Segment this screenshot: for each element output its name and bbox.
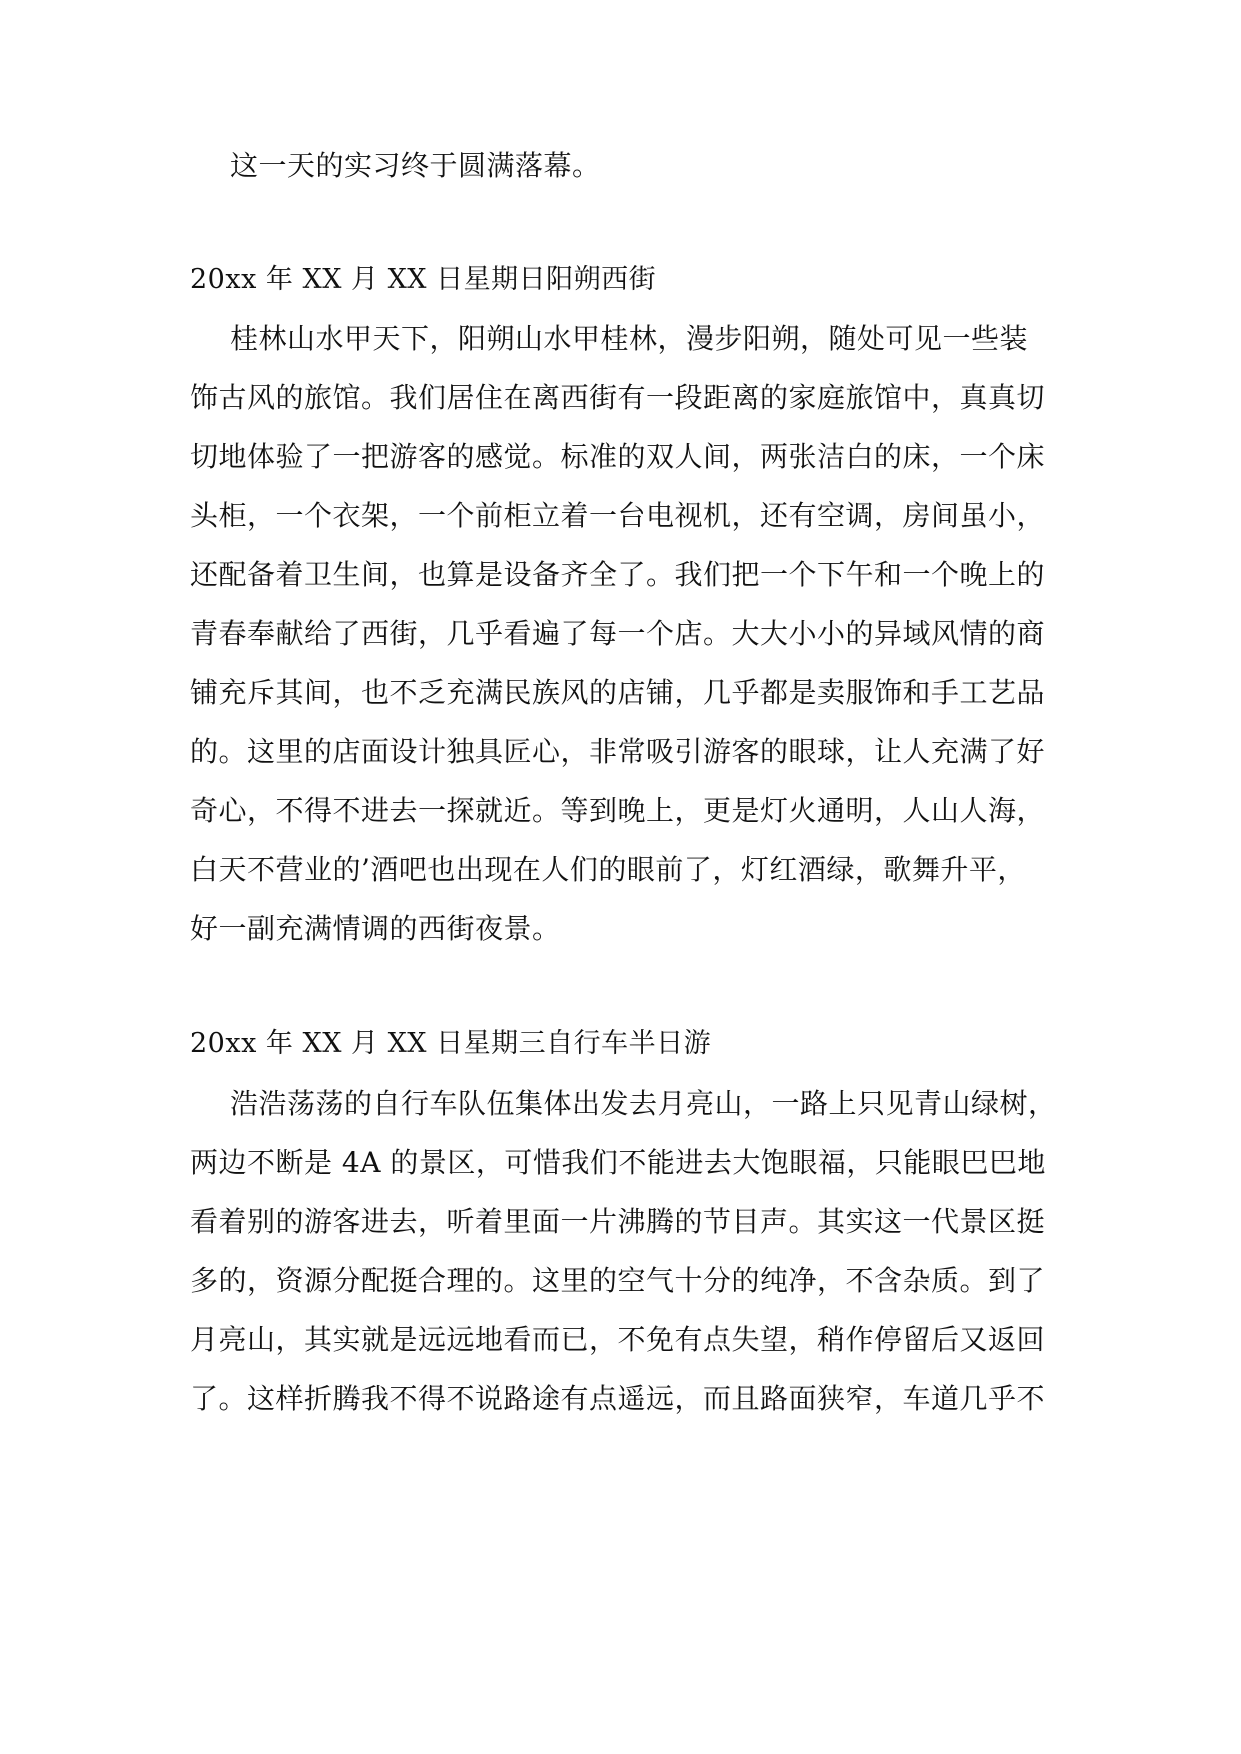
section-2-line-3: 看着别的游客进去，听着里面一片沸腾的节目声。其实这一代景区挺: [190, 1205, 1046, 1238]
section-1-line-4: 头柜，一个衣架，一个前柜立着一台电视机，还有空调，房间虽小，: [190, 499, 1046, 532]
section-1-line-3: 切地体验了一把游客的感觉。标准的双人间，两张洁白的床，一个床: [190, 440, 1046, 473]
section-1-line-5: 还配备着卫生间，也算是设备齐全了。我们把一个下午和一个晚上的: [190, 558, 1046, 591]
section-1-line-11: 好一副充满情调的西街夜景。: [190, 912, 561, 945]
section-1-line-2: 饰古风的旅馆。我们居住在离西街有一段距离的家庭旅馆中，真真切: [190, 381, 1046, 414]
section-2-line-5: 月亮山，其实就是远远地看而已，不免有点失望，稍作停留后又返回: [190, 1323, 1046, 1356]
section-2-line-2: 两边不断是 4A 的景区，可惜我们不能进去大饱眼福，只能眼巴巴地: [190, 1146, 1046, 1179]
section-1-line-6: 青春奉献给了西街，几乎看遍了每一个店。大大小小的异域风情的商: [190, 617, 1046, 650]
section-2-line-6: 了。这样折腾我不得不说路途有点遥远，而且路面狭窄，车道几乎不: [190, 1382, 1046, 1415]
section-2-line-1: 浩浩荡荡的自行车队伍集体出发去月亮山，一路上只见青山绿树，: [230, 1087, 1057, 1120]
section-1-line-10: 白天不营业的’酒吧也出现在人们的眼前了，灯红酒绿，歌舞升平，: [190, 853, 1026, 886]
section-1-line-8: 的。这里的店面设计独具匠心，非常吸引游客的眼球，让人充满了好: [190, 735, 1046, 768]
section-1-line-1: 桂林山水甲天下，阳朔山水甲桂林，漫步阳朔，随处可见一些装: [230, 322, 1029, 355]
section-1-line-7: 铺充斥其间，也不乏充满民族风的店铺，几乎都是卖服饰和手工艺品: [190, 676, 1046, 709]
section-1-heading: 20xx 年 XX 月 XX 日星期日阳朔西街: [190, 264, 657, 295]
section-2-heading: 20xx 年 XX 月 XX 日星期三自行车半日游: [190, 1028, 712, 1059]
closing-line: 这一天的实习终于圆满落幕。: [230, 149, 601, 182]
section-2-line-4: 多的，资源分配挺合理的。这里的空气十分的纯净，不含杂质。到了: [190, 1264, 1046, 1297]
section-1-line-9: 奇心，不得不进去一探就近。等到晚上，更是灯火通明，人山人海，: [190, 794, 1046, 827]
